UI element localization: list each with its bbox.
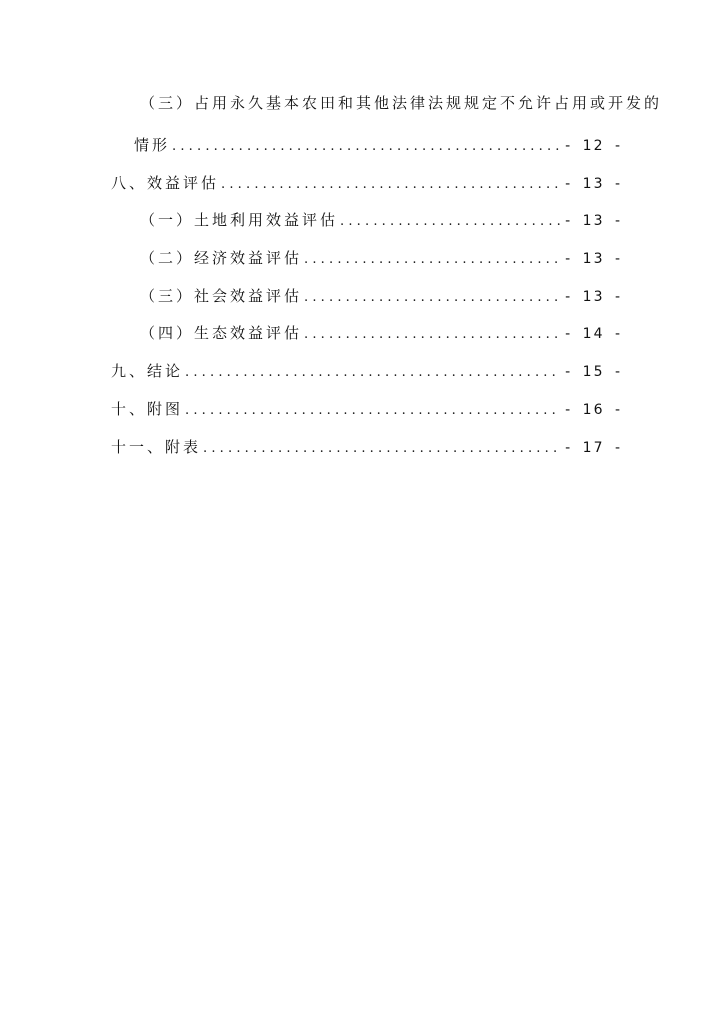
toc-entry-label: （三）占用永久基本农田和其他法律法规规定不允许占用或开发的 — [140, 94, 663, 112]
toc-entry-label: 八、效益评估 — [111, 174, 220, 192]
dot-leader — [185, 400, 561, 422]
toc-entry[interactable] — [111, 436, 622, 458]
dot-leader — [203, 438, 561, 460]
toc-entry-label: 十、附图 — [111, 400, 184, 418]
toc-page-number: - 13 - — [565, 251, 622, 267]
toc-page-number: - 14 - — [565, 326, 622, 342]
toc-entry-label-continuation: 情形 — [134, 136, 171, 154]
toc-entry[interactable] — [134, 134, 622, 156]
toc-entry[interactable] — [111, 360, 622, 382]
toc-entry-label: 九、结论 — [111, 362, 184, 380]
toc-page-number: - 16 - — [565, 402, 622, 418]
dot-leader — [185, 362, 561, 384]
toc-entry-label: （二）经济效益评估 — [140, 249, 303, 267]
toc-page-number: - 13 - — [565, 176, 622, 192]
toc-entry[interactable] — [140, 209, 622, 231]
toc-page-number: - 15 - — [565, 364, 622, 380]
dot-leader — [304, 249, 561, 271]
dot-leader — [304, 324, 561, 346]
toc-entry-label: （三）社会效益评估 — [140, 287, 303, 305]
toc-entry-label: （一）土地利用效益评估 — [140, 211, 339, 229]
toc-entry[interactable] — [140, 285, 622, 307]
toc-page-number: - 17 - — [565, 440, 622, 456]
toc-entry[interactable] — [111, 172, 622, 194]
toc-entry[interactable] — [111, 398, 622, 420]
dot-leader — [172, 136, 561, 158]
dot-leader — [221, 174, 561, 196]
toc-page-number: - 12 - — [565, 138, 622, 154]
dot-leader — [340, 211, 561, 233]
toc-entry[interactable] — [140, 247, 622, 269]
toc-entry-wrapped-first-line — [140, 92, 662, 114]
toc-entry[interactable] — [140, 322, 622, 344]
toc-entry-label: 十一、附表 — [111, 438, 202, 456]
toc-entry-label: （四）生态效益评估 — [140, 324, 303, 342]
dot-leader — [304, 287, 561, 309]
toc-page-number: - 13 - — [565, 213, 622, 229]
toc-page-number: - 13 - — [565, 289, 622, 305]
